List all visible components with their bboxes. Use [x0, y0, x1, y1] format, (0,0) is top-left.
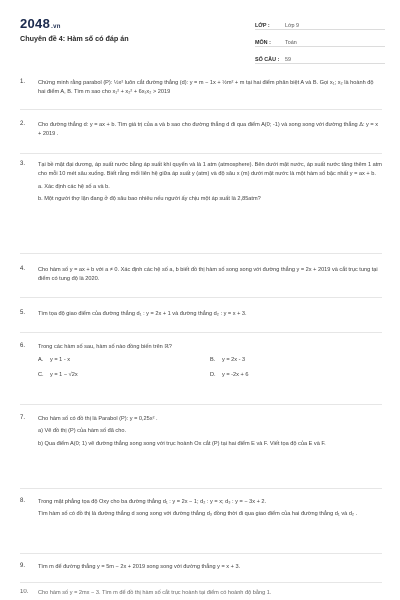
- meta-key: SỐ CÂU :: [255, 57, 280, 63]
- option-text: y = -2x + 6: [222, 371, 249, 378]
- question-9: [20, 563, 382, 572]
- question-text: Cho đường thẳng d: y = ax + b. Tìm giá trị của a và b sao cho đường thẳng d đi qua điểm A(0; -1) và song song với đường thẳng Δ: y = x + 2019 .: [38, 122, 379, 138]
- option-b[interactable]: [210, 356, 382, 365]
- question-text: [38, 161, 382, 205]
- question-number: 10.: [20, 589, 29, 595]
- logo-suffix: .vn: [51, 24, 61, 30]
- option-text: y = 1 - x: [50, 357, 71, 364]
- meta-value: Toán: [285, 40, 297, 46]
- divider: [20, 488, 382, 489]
- question-text: Cho hàm số y = 2mx − 3. Tìm m để đồ thị hàm số cắt trục hoành tại điểm có hoành độ bằng 1.: [38, 590, 272, 596]
- option-label: A.: [38, 357, 44, 364]
- site-logo[interactable]: [20, 16, 61, 31]
- divider: [20, 582, 382, 583]
- sub-question-a: a) Vẽ đồ thị (P) của hàm số đã cho.: [38, 428, 126, 435]
- question-number: 4.: [20, 266, 26, 272]
- sub-question-b: b) Qua điểm A(0; 1) vẽ đường thẳng song song với trục hoành Ox cắt (P) tại hai điểm E và F. Viết tọa độ của E và F.: [38, 440, 326, 447]
- divider: [20, 297, 382, 298]
- question-8: [20, 498, 382, 520]
- question-number: 3.: [20, 161, 26, 167]
- meta-value: 59: [285, 57, 291, 63]
- option-text: y = 1 − √2x: [50, 371, 78, 378]
- question-2: [20, 121, 382, 140]
- option-text: y = 2x - 3: [222, 357, 246, 364]
- option-label: D.: [210, 371, 216, 378]
- divider: [20, 553, 382, 554]
- question-6: [20, 343, 382, 380]
- question-5: [20, 310, 382, 319]
- question-7: [20, 415, 382, 449]
- meta-row-subject: [255, 34, 385, 47]
- divider: [20, 153, 382, 154]
- option-d[interactable]: [210, 371, 382, 380]
- question-stem: Cho hàm số có đồ thị là Parabol (P): y = 0,25x² .: [38, 416, 158, 422]
- meta-value: Lớp 9: [285, 23, 300, 29]
- question-number: 8.: [20, 498, 26, 504]
- meta-key: MÔN :: [255, 40, 271, 46]
- question-3: [20, 161, 382, 205]
- meta-key: LỚP :: [255, 23, 270, 29]
- question-text: [38, 343, 382, 380]
- meta-info: [255, 17, 385, 68]
- question-text: [38, 498, 382, 520]
- option-label: B.: [210, 357, 216, 364]
- question-number: 2.: [20, 121, 26, 127]
- answer-options: [38, 356, 382, 380]
- question-text: Tìm m để đường thẳng y = 5m − 2x + 2019 song song với đường thẳng y = x + 3.: [38, 564, 241, 570]
- sub-question-b: b. Một người thợ lặn đang ở độ sâu bao nhiêu nếu người ấy chịu một áp suất là 2,85atm?: [38, 196, 261, 203]
- question-text: Tìm tọa độ giao điểm của đường thẳng d₁ : y = 2x + 1 và đường thẳng d₂ : y = x + 3.: [38, 311, 247, 317]
- divider: [20, 404, 382, 405]
- question-text: [38, 415, 382, 449]
- divider: [20, 332, 382, 333]
- meta-row-count: [255, 51, 385, 64]
- divider: [20, 253, 382, 254]
- question-number: 1.: [20, 79, 26, 85]
- question-stem: Trong các hàm số sau, hàm số nào đồng biến trên ℝ?: [38, 344, 172, 350]
- question-number: 6.: [20, 343, 26, 349]
- option-label: C.: [38, 371, 44, 378]
- divider: [20, 109, 382, 110]
- question-text: Chứng minh rằng parabol (P): ½x² luôn cắt đường thẳng (d): y = m − 1x + ½m² + m tại hai điểm phân biệt A và B. Gọi x₁; x₂ là hoành độ hai điểm A, B. Tìm m sao cho x₁² + x₂² + 6x₁x₂ > 2019: [38, 80, 374, 96]
- question-stem: Tại bề mặt đại dương, áp suất nước bằng áp suất khí quyển và là 1 atm (atmosphere). Bên dưới mặt nước, áp suất nước tăng thêm 1 atm cho mỗi 10 mét sâu xuống. Biết rằng mối liên hệ giữa áp suất y (atm) và độ sâu x (m) dưới mặt nước là một hàm số bậc nhất y = ax + b.: [38, 162, 382, 178]
- question-number: 9.: [20, 563, 26, 569]
- question-1: [20, 79, 382, 98]
- question-10-partial: [20, 589, 382, 600]
- question-4: [20, 266, 382, 285]
- topic-title: Chuyên đề 4: Hàm số có đáp án: [20, 34, 129, 43]
- question-stem: Trong mặt phẳng tọa độ Oxy cho ba đường thẳng d₁ : y = 2x − 1; d₂ : y = x; d₃ : y = − 3x + 2.: [38, 499, 267, 505]
- question-number: 7.: [20, 415, 26, 421]
- question-number: 5.: [20, 310, 26, 316]
- logo-text: 2048: [20, 16, 51, 31]
- sub-question-a: a. Xác định các hệ số a và b.: [38, 183, 110, 190]
- sub-question: Tìm hàm số có đồ thị là đường thẳng d song song với đường thẳng d₃ đồng thời đi qua giao điểm của hai đường thẳng d₁ và d₂ .: [38, 511, 358, 518]
- meta-row-class: [255, 17, 385, 30]
- question-text: Cho hàm số y = ax + b với a ≠ 0. Xác định các hệ số a, b biết đồ thị hàm số song song với đường thẳng y = 2x + 2019 và cắt trục tung tại điểm có tung độ là 2020.: [38, 267, 378, 283]
- option-a[interactable]: [38, 356, 210, 365]
- option-c[interactable]: [38, 371, 210, 380]
